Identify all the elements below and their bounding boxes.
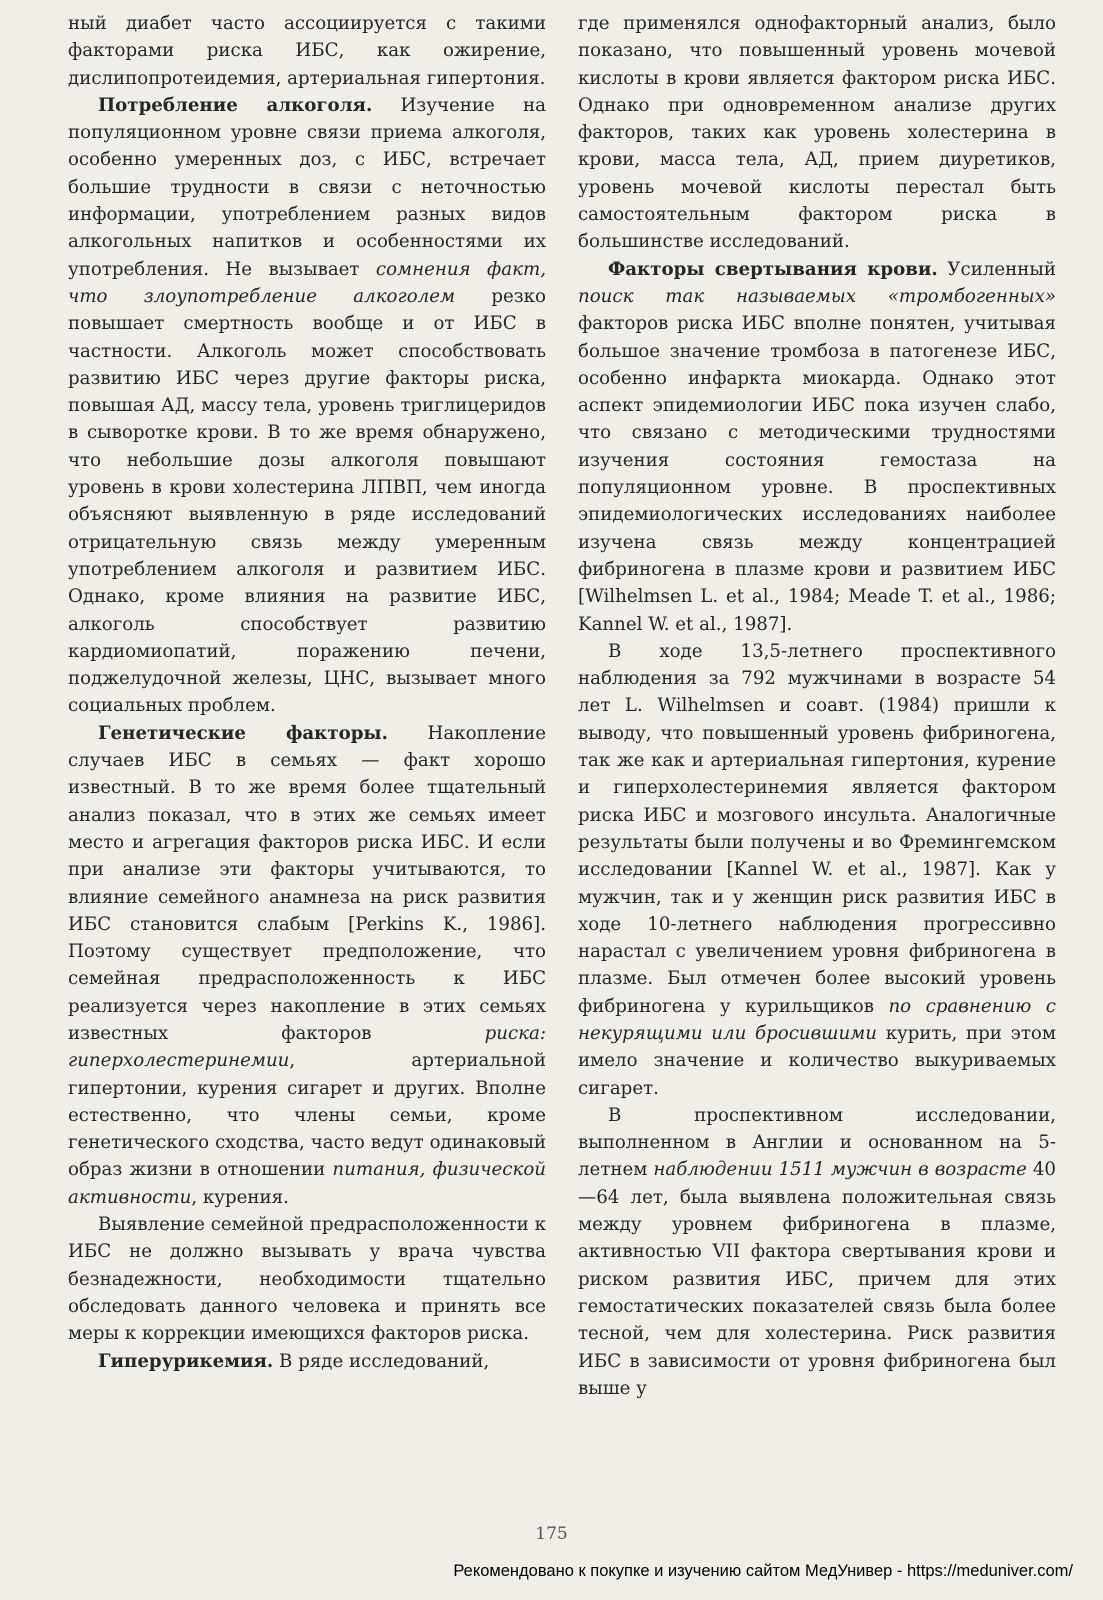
section-heading-coagulation: Факторы свертывания крови. <box>608 258 938 280</box>
paragraph-england-study <box>578 1102 1056 1402</box>
left-column <box>68 10 546 1375</box>
paragraph-alcohol <box>68 92 546 720</box>
italic-text: питания, физической активности <box>68 1159 547 1208</box>
italic-text: риска: гиперхолестеринемии <box>68 1022 546 1072</box>
footer-recommendation[interactable]: Рекомендовано к покупке и изучению сайтом МедУнивер - https://meduniver.com/ <box>453 1562 1073 1580</box>
paragraph-diabetes-continuation <box>68 10 546 92</box>
paragraph-text: Выявление семейной предрасположенности к ИБС не должно вызывать у врача чувства безнадежности, необходимости тщательно обследовать данного человека и принять все меры к коррекции имеющихся факторов риска. <box>68 1214 546 1345</box>
paragraph-text: резко повышает смертность вообще и от ИБС в частности. Алкоголь может способствовать развитию ИБС через другие факторы риска, повышая АД, массу тела, уровень триглицеридов в сыворотке крови. В то же время обнаружено, что небольшие дозы алкоголя повышают уровень в крови холестерина ЛПВП, чем иногда объясняют выявленную в ряде исследований отрицательную связь между умеренным употреблением алкоголя и развитием ИБС. Однако, кроме влияния на развитие ИБС, алкоголь способствует развитию кардиомиопатий, поражению печени, поджелудочной железы, ЦНС, вызывает много социальных проблем. <box>68 285 546 717</box>
paragraph-coagulation <box>578 256 1056 638</box>
page-number: 175 <box>535 1524 568 1544</box>
paragraph-text: ный диабет часто ассоциируется с такими факторами риска ИБС, как ожирение, дислипопротеидемия, артериальная гипертония. <box>68 13 546 89</box>
italic-text: поиск так называемых «тромбогенных» <box>578 285 1056 307</box>
paragraph-family-predisposition <box>68 1211 546 1347</box>
italic-text: сомнения факт, что злоупотребление алкоголем <box>68 258 546 307</box>
section-heading-alcohol: Потребление алкоголя. <box>98 94 373 116</box>
right-column <box>578 10 1056 1402</box>
paragraph-text: 40—64 лет, была выявлена положительная связь между уровнем фибриногена в плазме, активностью VII фактора свертывания крови и риском развития ИБС, причем для этих гемостатических показателей связь была более тесной, чем для холестерина. Риск развития ИБС в зависимости от уровня фибриногена был выше у <box>578 1159 1056 1399</box>
paragraph-genetics <box>68 720 546 1211</box>
paragraph-wilhelmsen-study <box>578 638 1056 1102</box>
paragraph-text: , курения. <box>191 1186 289 1208</box>
paragraph-text: Накопление случаев ИБС в семьях — факт хорошо известный. В то же время более тщательный анализ показал, что в этих же семьях имеет место и агрегация факторов риска ИБС. И если при анализе эти факторы учитываются, то влияние семейного анамнеза на риск развития ИБС становится слабым [Perkins K., 1986]. Поэтому существует предположение, что семейная предрасположенность к ИБС реализуется через накопление в этих семьях известных факторов <box>68 722 547 1044</box>
paragraph-text: Усиленный <box>937 258 1056 280</box>
paragraph-text: В проспективном исследовании, выполненном в Англии и основанном на 5-летнем <box>578 1104 1056 1181</box>
paragraph-text: Изучение на популяционном уровне связи приема алкоголя, особенно умеренных доз, с ИБС, встречает большие трудности в связи с неточностью информации, употреблением разных видов алкогольных напитков и особенностями их употребления. Не вызывает <box>68 94 546 280</box>
paragraph-text: В ходе 13,5-летнего проспективного наблюдения за 792 мужчинами в возрасте 54 лет L. Wilhelmsen и соавт. (1984) пришли к выводу, что повышенный уровень фибриногена, так же как и артериальная гипертония, курение и гиперхолестеринемия является фактором риска ИБС и мозгового инсульта. Аналогичные результаты были получены и во Фремингемском исследовании [Kannel W. et al., 1987]. Как у мужчин, так и у женщин риск развития ИБС в ходе 10-летнего наблюдения прогрессивно нарастал с увеличением уровня фибриногена в плазме. Был отмечен более высокий уровень фибриногена у курильщиков <box>578 640 1056 1017</box>
section-heading-hyperuricemia: Гиперурикемия. <box>98 1350 274 1372</box>
paragraph-hyperuricemia-continuation <box>578 10 1056 256</box>
italic-text: наблюдении 1511 мужчин в возрасте <box>653 1159 1027 1181</box>
paragraph-text: курить, при этом имело значение и количество выкуриваемых сигарет. <box>578 1022 1056 1099</box>
paragraph-text: факторов риска ИБС вполне понятен, учитывая большое значение тромбоза в патогенезе ИБС, особенно инфаркта миокарда. Однако этот аспект эпидемиологии ИБС пока изучен слабо, что связано с методическими трудностями изучения состояния гемостаза на популяционном уровне. В проспективных эпидемиологических исследованиях наиболее изучена связь между концентрацией фибриногена в плазме крови и развитием ИБС [Wilhelmsen L. et al., 1984; Meade T. et al., 1986; Kannel W. et al., 1987]. <box>578 313 1056 635</box>
paragraph-hyperuricemia <box>68 1348 546 1375</box>
paragraph-text: , артериальной гипертонии, курения сигарет и других. Вполне естественно, что члены семьи, кроме генетического сходства, часто ведут одинаковый образ жизни в отношении <box>68 1050 546 1181</box>
section-heading-genetics: Генетические факторы. <box>98 722 389 744</box>
paragraph-text: где применялся однофакторный анализ, было показано, что повышенный уровень мочевой кислоты в крови является фактором риска ИБС. Однако при одновременном анализе других факторов, таких как уровень холестерина в крови, масса тела, АД, прием диуретиков, уровень мочевой кислоты перестал быть самостоятельным фактором риска в большинстве исследований. <box>578 13 1056 253</box>
italic-text: по сравнению с некурящими или бросившими <box>578 995 1056 1044</box>
paragraph-text: В ряде исследований, <box>273 1350 490 1372</box>
